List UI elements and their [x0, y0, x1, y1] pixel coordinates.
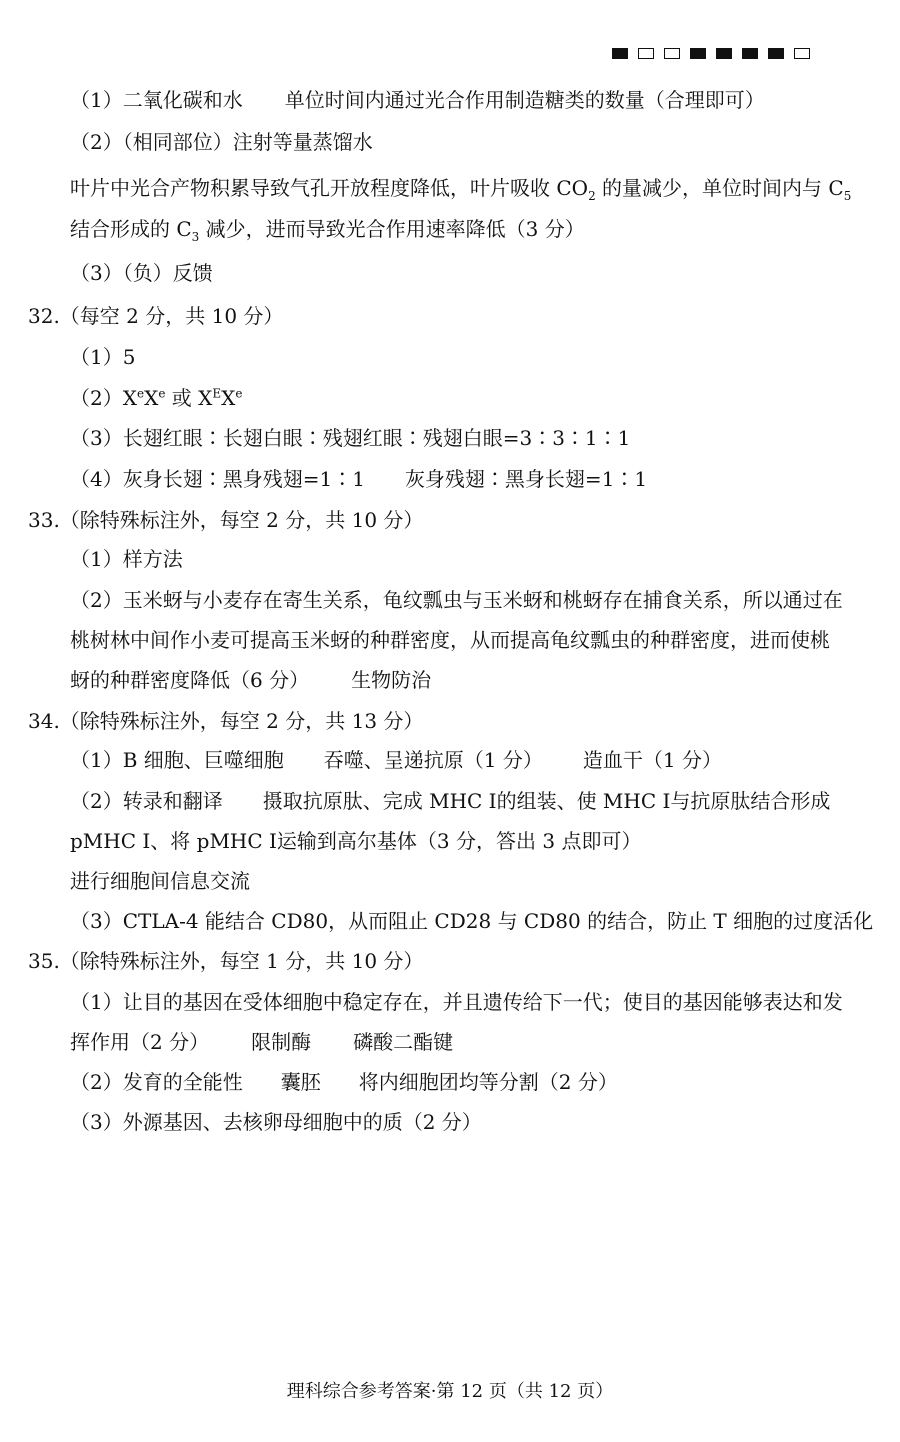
- q34-heading: 34.（除特殊标注外，每空 2 分，共 13 分）: [28, 709, 424, 733]
- q34-answer-1: （1）B 细胞、巨噬细胞 吞噬、呈递抗原（1 分） 造血干（1 分）: [70, 748, 722, 772]
- header-marks: [612, 48, 810, 59]
- q34-answer-2-line-3: 进行细胞间信息交流: [70, 869, 250, 893]
- q33-answer-2-line-1: （2）玉米蚜与小麦存在寄生关系，龟纹瓢虫与玉米蚜和桃蚜存在捕食关系，所以通过在: [70, 588, 843, 612]
- q33-heading: 33.（除特殊标注外，每空 2 分，共 10 分）: [28, 508, 424, 532]
- q33-answer-1: （1）样方法: [70, 547, 183, 571]
- q35-answer-3: （3）外源基因、去核卵母细胞中的质（2 分）: [70, 1110, 482, 1134]
- q32-answer-1: （1）5: [70, 345, 136, 369]
- q35-answer-1-line-1: （1）让目的基因在受体细胞中稳定存在，并且遗传给下一代；使目的基因能够表达和发: [70, 990, 843, 1014]
- mark-filled: [716, 48, 732, 59]
- q34-answer-2-line-2: pMHC Ⅰ、将 pMHC Ⅰ运输到高尔基体（3 分，答出 3 点即可）: [70, 829, 642, 853]
- mark-empty: [638, 48, 654, 59]
- mark-empty: [664, 48, 680, 59]
- mark-filled: [768, 48, 784, 59]
- q34-answer-2-line-1: （2）转录和翻译 摄取抗原肽、完成 MHC Ⅰ的组装、使 MHC Ⅰ与抗原肽结合形成: [70, 789, 831, 813]
- q31-answer-2-explanation: 叶片中光合产物积累导致气孔开放程度降低，叶片吸收 $CO_2$ 的量减少，单位时间内与 $C_5$: [70, 176, 852, 203]
- q35-answer-1-line-2: 挥作用（2 分） 限制酶 磷酸二酯键: [70, 1030, 454, 1054]
- mark-filled: [742, 48, 758, 59]
- q32-answer-4: （4）灰身长翅∶黑身残翅=1∶1 灰身残翅∶黑身长翅=1∶1: [70, 467, 648, 491]
- page-footer: 理科综合参考答案·第 12 页（共 12 页）: [286, 1381, 614, 1402]
- q32-heading: 32.（每空 2 分，共 10 分）: [28, 304, 284, 328]
- q31-answer-2-explanation-cont: 结合形成的 $C_3$ 减少，进而导致光合作用速率降低（3 分）: [70, 217, 585, 244]
- q34-answer-3: （3）CTLA-4 能结合 CD80，从而阻止 CD28 与 CD80 的结合，防止 T 细胞的过度活化: [70, 909, 874, 933]
- q32-answer-2: （2）XeXe 或 $X^EXe$: [70, 386, 243, 410]
- q31-answer-3: （3）（负）反馈: [70, 261, 213, 285]
- q33-answer-2-line-2: 桃树林中间作小麦可提高玉米蚜的种群密度，从而提高龟纹瓢虫的种群密度，进而使桃: [70, 628, 830, 652]
- mark-empty: [794, 48, 810, 59]
- q35-heading: 35.（除特殊标注外，每空 1 分，共 10 分）: [28, 949, 424, 973]
- q32-answer-3: （3）长翅红眼∶长翅白眼∶残翅红眼∶残翅白眼=3∶3∶1∶1: [70, 426, 631, 450]
- q31-answer-2: （2）（相同部位）注射等量蒸馏水: [70, 130, 373, 154]
- mark-filled: [690, 48, 706, 59]
- q33-answer-2-line-3: 蚜的种群密度降低（6 分） 生物防治: [70, 668, 432, 692]
- q31-answer-1: （1）二氧化碳和水 单位时间内通过光合作用制造糖类的数量（合理即可）: [70, 88, 765, 112]
- mark-filled: [612, 48, 628, 59]
- q35-answer-2: （2）发育的全能性 囊胚 将内细胞团均等分割（2 分）: [70, 1070, 618, 1094]
